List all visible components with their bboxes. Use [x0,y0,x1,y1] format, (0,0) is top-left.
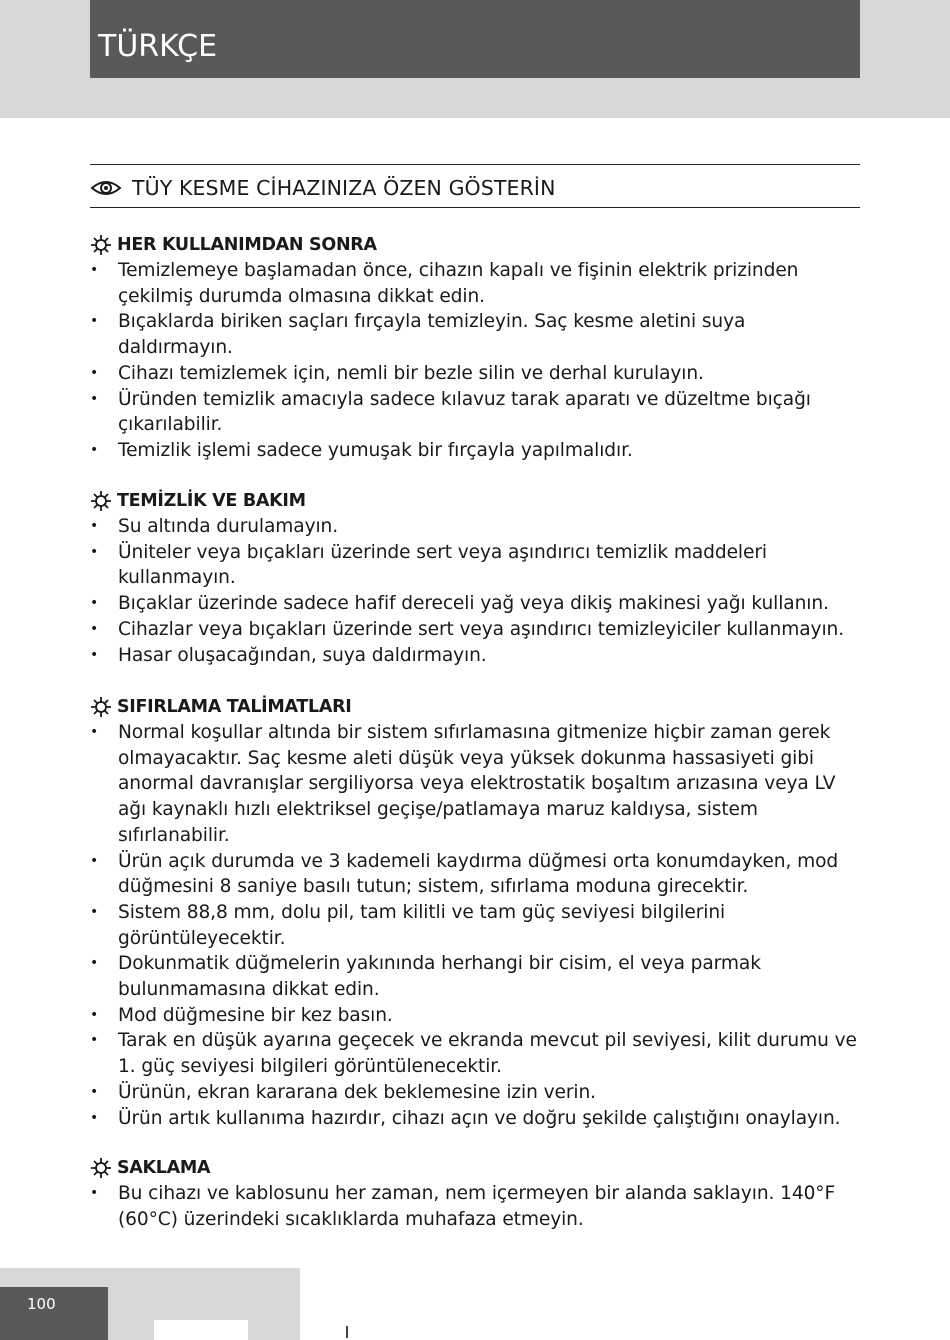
subsection-heading [90,1155,860,1181]
subsection-heading [90,232,860,258]
list-item: • Ürünün, ekran kararana dek beklemesine izin verin. [90,1080,860,1106]
language-tab [90,0,860,78]
footer-divider [346,1326,348,1338]
subsection-heading-text: SAKLAMA [117,1158,211,1178]
bullet-list [90,514,860,668]
bullet-list [90,1181,860,1232]
subsection-reset [90,694,860,1131]
subsection-storage [90,1155,860,1232]
language-label: TÜRKÇE [98,29,218,64]
list-item: • Temizlemeye başlamadan önce, cihazın kapalı ve fişinin elektrik prizinden çekilmiş durumda olmasına dikkat edin. [90,258,860,309]
list-item: • Hasar oluşacağından, suya daldırmayın. [90,643,860,669]
list-item: • Cihazlar veya bıçakları üzerinde sert veya aşındırıcı temizleyiciler kullanmayın. [90,617,860,643]
page-number: 100 [27,1295,56,1313]
eye-icon [90,177,122,199]
section-rule-bottom [90,207,860,208]
subsection-after-use [90,232,860,464]
sun-icon [90,1157,112,1179]
subsection-heading [90,694,860,720]
subsection-heading-text: SIFIRLAMA TALİMATLARI [117,697,352,717]
list-item: • Tarak en düşük ayarına geçecek ve ekranda mevcut pil seviyesi, kilit durumu ve 1. güç seviyesi bilgileri görüntülenecektir. [90,1028,860,1079]
bullet-list [90,720,860,1131]
subsection-heading-text: HER KULLANIMDAN SONRA [117,235,377,255]
sun-icon [90,696,112,718]
sun-icon [90,234,112,256]
list-item: • Bu cihazı ve kablosunu her zaman, nem içermeyen bir alanda saklayın. 140°F (60°C) üzerindeki sıcaklıklarda muhafaza etmeyin. [90,1181,860,1232]
list-item: • Cihazı temizlemek için, nemli bir bezle silin ve derhal kurulayın. [90,361,860,387]
page-number-box [0,1287,108,1340]
list-item: • Dokunmatik düğmelerin yakınında herhangi bir cisim, el veya parmak bulunmamasına dikkat edin. [90,951,860,1002]
list-item: • Normal koşullar altında bir sistem sıfırlamasına gitmenize hiçbir zaman gerek olmayacaktır. Saç kesme aleti düşük veya yüksek dokunma hassasiyeti gibi anormal davranışlar sergiliyorsa veya elektrostatik boşaltım arızasına veya LV ağı kaynaklı hızlı elektriksel geçişe/patlamaya maruz kaldıysa, sistem sıfırlanabilir. [90,720,860,849]
list-item: • Ürün açık durumda ve 3 kademeli kaydırma düğmesi orta konumdayken, mod düğmesini 8 saniye basılı tutun; sistem, sıfırlama moduna girecektir. [90,849,860,900]
bullet-list [90,258,860,464]
list-item: • Temizlik işlemi sadece yumuşak bir fırçayla yapılmalıdır. [90,438,860,464]
subsection-heading [90,488,860,514]
sun-icon [90,490,112,512]
list-item: • Bıçaklar üzerinde sadece hafif dereceli yağ veya dikiş makinesi yağı kullanın. [90,591,860,617]
subsection-cleaning [90,488,860,668]
section-title [90,172,556,204]
list-item: • Üniteler veya bıçakları üzerinde sert veya aşındırıcı temizlik maddeleri kullanmayın. [90,540,860,591]
list-item: • Sistem 88,8 mm, dolu pil, tam kilitli ve tam güç seviyesi bilgilerini görüntüleyecektir. [90,900,860,951]
list-item: • Bıçaklarda biriken saçları fırçayla temizleyin. Saç kesme aletini suya daldırmayın. [90,309,860,360]
section-title-text: TÜY KESME CİHAZINIZA ÖZEN GÖSTERİN [132,176,556,200]
list-item: • Üründen temizlik amacıyla sadece kılavuz tarak aparatı ve düzeltme bıçağı çıkarılabilir. [90,387,860,438]
footer-white-block [154,1320,248,1340]
list-item: • Ürün artık kullanıma hazırdır, cihazı açın ve doğru şekilde çalıştığını onaylayın. [90,1106,860,1132]
list-item: • Su altında durulamayın. [90,514,860,540]
list-item: • Mod düğmesine bir kez basın. [90,1003,860,1029]
subsection-heading-text: TEMİZLİK VE BAKIM [117,491,306,511]
section-rule-top [90,164,860,165]
